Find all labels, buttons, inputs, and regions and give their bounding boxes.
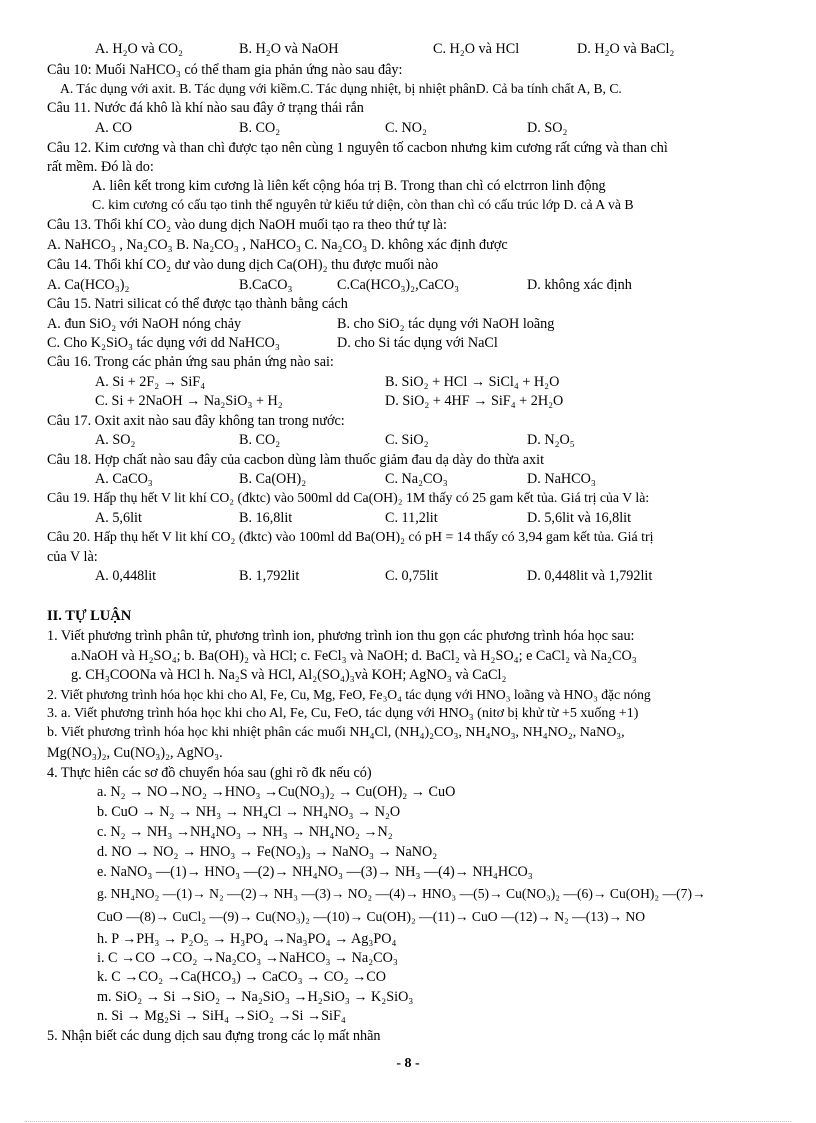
q11-option-a: A. CO — [95, 120, 133, 136]
scheme-g-line-1: g. NH₄NO₂ —(1)→ N₂ —(2)→ NH₃ —(3)→ NO₂ —(4)→ HNO₃ —(5)→ Cu(NO₃)₂ —(6)→ Cu(OH)₂ —(7)→ — [97, 886, 706, 901]
essay-1-items-2: g. CH₃COONa và HCl h. Na₂S và HCl, Al₂(SO₄)₃và KOH; AgNO₃ và CaCl₂ — [71, 667, 507, 683]
question-11: Câu 11. Nước đá khô là khí nào sau đây ở trạng thái rắn — [47, 100, 364, 116]
question-12-option-2: C. kim cương có cấu tạo tinh thể nguyên tử kiểu tứ diện, còn than chì có cấu trúc lớp D. cả A và B — [92, 197, 634, 212]
section-heading: II. TỰ LUẬN — [47, 608, 132, 624]
scheme-d: d. NO → NO₂ → HNO₃ → Fe(NO₃)₃ → NaNO₃ → NaNO₂ — [97, 844, 438, 860]
q20-option-c: C. 0,75lit — [385, 568, 439, 584]
question-10-options: A. Tác dụng với axit. B. Tác dụng với kiềm.C. Tác dụng nhiệt, bị nhiệt phânD. Cả ba tính chất A, B, C. — [60, 81, 622, 96]
q11-option-d: D. SO₂ — [527, 120, 568, 136]
question-16: Câu 16. Trong các phản ứng sau phản ứng nào sai: — [47, 354, 334, 370]
essay-1-items-1: a.NaOH và H₂SO₄; b. Ba(OH)₂ và HCl; c. FeCl₃ và NaOH; d. BaCl₂ và H₂SO₄; e CaCl₂ và Na₂CO₃ — [71, 648, 637, 664]
page-bottom-divider — [25, 1121, 791, 1122]
essay-3a: 3. a. Viết phương trình hóa học khi cho Al, Fe, Cu, FeO, tác dụng với HNO₃ (nitơ bị khử từ +5 xuống +1) — [47, 706, 639, 721]
q20-option-d: D. 0,448lit và 1,792lit — [527, 568, 653, 584]
essay-2: 2. Viết phương trình hóa học khi cho Al, Fe, Cu, Mg, FeO, Fe₃O₄ tác dụng với HNO₃ loãng và HNO₃ đặc nóng — [47, 687, 651, 702]
q16-option-d: D. SiO₂ + 4HF → SiF₄ + 2H₂O — [385, 393, 564, 409]
q16-option-a: A. Si + 2F₂ → SiF₄ — [95, 374, 206, 390]
question-13-options: A. NaHCO₃ , Na₂CO₃ B. Na₂CO₃ , NaHCO₃ C. Na₂CO₃ D. không xác định được — [47, 237, 508, 253]
question-20-line-1: Câu 20. Hấp thụ hết V lit khí CO₂ (đktc) vào 100ml dd Ba(OH)₂ có pH = 14 thấy có 3,94 gam kết tủa. Giá trị — [47, 530, 654, 545]
essay-5: 5. Nhận biết các dung dịch sau đựng trong các lọ mất nhãn — [47, 1028, 381, 1044]
q18-option-b: B. Ca(OH)₂ — [239, 471, 307, 487]
q16-option-c: C. Si + 2NaOH → Na₂SiO₃ + H₂ — [95, 393, 283, 409]
q19-option-a: A. 5,6lit — [95, 510, 142, 526]
question-18: Câu 18. Hợp chất nào sau đây của cacbon dùng làm thuốc giảm đau dạ dày do thừa axit — [47, 452, 545, 468]
q19-option-b: B. 16,8lit — [239, 510, 293, 526]
scheme-c: c. N₂ → NH₃ →NH₄NO₃ → NH₃ → NH₄NO₂ →N₂ — [97, 824, 393, 840]
scheme-h: h. P →PH₃ → P₂O₅ → H₃PO₄ →Na₃PO₄ → Ag₃PO₄ — [97, 931, 397, 947]
q17-option-a: A. SO₂ — [95, 432, 136, 448]
essay-4: 4. Thực hiên các sơ đồ chuyển hóa sau (ghi rõ đk nếu có) — [47, 765, 372, 781]
q18-option-c: C. Na₂CO₃ — [385, 471, 448, 487]
question-12-line-1: Câu 12. Kim cương và than chì được tạo nên cùng 1 nguyên tố cacbon nhưng kim cương rất cứng và than chì — [47, 140, 668, 156]
scheme-a: a. N₂ → NO→NO₂ →HNO₃ →Cu(NO₃)₂ → Cu(OH)₂ → CuO — [97, 784, 456, 800]
scheme-i: i. C →CO →CO₂ →Na₂CO₃ →NaHCO₃ → Na₂CO₃ — [97, 950, 398, 966]
q14-option-a: A. Ca(HCO₃)₂ — [47, 277, 130, 293]
question-10: Câu 10: Muối NaHCO₃ có thể tham gia phản ứng nào sau đây: — [47, 62, 403, 78]
q19-option-d: D. 5,6lit và 16,8lit — [527, 510, 632, 526]
q11-option-c: C. NO₂ — [385, 120, 427, 136]
q17-option-b: B. CO₂ — [239, 432, 281, 448]
essay-3c: Mg(NO₃)₂, Cu(NO₃)₂, AgNO₃. — [47, 745, 223, 761]
q16-option-b: B. SiO₂ + HCl → SiCl₄ + H₂O — [385, 374, 560, 390]
q20-option-a: A. 0,448lit — [95, 568, 157, 584]
q11-option-b: B. CO₂ — [239, 120, 281, 136]
scheme-k: k. C →CO₂ →Ca(HCO₃) → CaCO₃ → CO₂ →CO — [97, 969, 386, 985]
question-19: Câu 19. Hấp thụ hết V lit khí CO₂ (đktc) vào 500ml dd Ca(OH)₂ 1M thấy có 25 gam kết tủa. Giá trị của V là: — [47, 490, 650, 505]
q17-option-d: D. N₂O₅ — [527, 432, 575, 448]
scheme-n: n. Si → Mg₂Si → SiH₄ →SiO₂ →Si →SiF₄ — [97, 1008, 346, 1024]
q15-option-a: A. đun SiO₂ với NaOH nóng chảy — [47, 316, 242, 332]
page-number: - 8 - — [396, 1056, 420, 1071]
q19-option-c: C. 11,2lit — [385, 510, 438, 526]
q18-option-d: D. NaHCO₃ — [527, 471, 596, 487]
scheme-m: m. SiO₂ → Si →SiO₂ → Na₂SiO₃ →H₂SiO₃ → K₂SiO₃ — [97, 989, 414, 1005]
question-13: Câu 13. Thổi khí CO₂ vào dung dịch NaOH muối tạo ra theo thứ tự là: — [47, 217, 447, 233]
q9-option-a: A. H₂O và CO₂ — [95, 41, 183, 57]
q20-option-b: B. 1,792lit — [239, 568, 300, 584]
essay-1: 1. Viết phương trình phân tử, phương trình ion, phương trình ion thu gọn các phương trình hóa học sau: — [47, 628, 635, 644]
q18-option-a: A. CaCO₃ — [95, 471, 153, 487]
q9-option-d: D. H₂O và BaCl₂ — [577, 41, 675, 57]
q14-option-c: C.Ca(HCO₃)₂,CaCO₃ — [337, 277, 460, 293]
question-14: Câu 14. Thổi khí CO₂ dư vào dung dịch Ca(OH)₂ thu được muối nào — [47, 257, 439, 273]
q9-option-c: C. H₂O và HCl — [433, 41, 520, 57]
question-12-line-2: rất mềm. Đó là do: — [47, 159, 154, 175]
question-12-option-1: A. liên kết trong kim cương là liên kết cộng hóa trị B. Trong than chì có elctrron linh động — [92, 178, 606, 194]
q15-option-b: B. cho SiO₂ tác dụng với NaOH loãng — [337, 316, 555, 332]
q17-option-c: C. SiO₂ — [385, 432, 429, 448]
question-17: Câu 17. Oxit axit nào sau đây không tan trong nước: — [47, 413, 345, 429]
scheme-e: e. NaNO₃ —(1)→ HNO₃ —(2)→ NH₄NO₃ —(3)→ NH₃ —(4)→ NH₄HCO₃ — [97, 864, 533, 880]
question-20-line-2: của V là: — [47, 549, 98, 565]
essay-3b: b. Viết phương trình hóa học khi nhiệt phân các muối NH₄Cl, (NH₄)₂CO₃, NH₄NO₃, NH₄NO₂, NaNO₃, — [47, 725, 625, 740]
scheme-b: b. CuO → N₂ → NH₃ → NH₄Cl → NH₄NO₃ → N₂O — [97, 804, 401, 820]
q9-option-b: B. H₂O và NaOH — [239, 41, 339, 57]
q15-option-d: D. cho Si tác dụng với NaCl — [337, 335, 498, 351]
q14-option-b: B.CaCO₃ — [239, 277, 293, 293]
q14-option-d: D. không xác định — [527, 277, 632, 293]
scheme-g-line-2: CuO —(8)→ CuCl₂ —(9)→ Cu(NO₃)₂ —(10)→ Cu(OH)₂ —(11)→ CuO —(12)→ N₂ —(13)→ NO — [97, 909, 646, 924]
question-15: Câu 15. Natri silicat có thể được tạo thành bằng cách — [47, 296, 348, 312]
q15-option-c: C. Cho K₂SiO₃ tác dụng với dd NaHCO₃ — [47, 335, 280, 351]
